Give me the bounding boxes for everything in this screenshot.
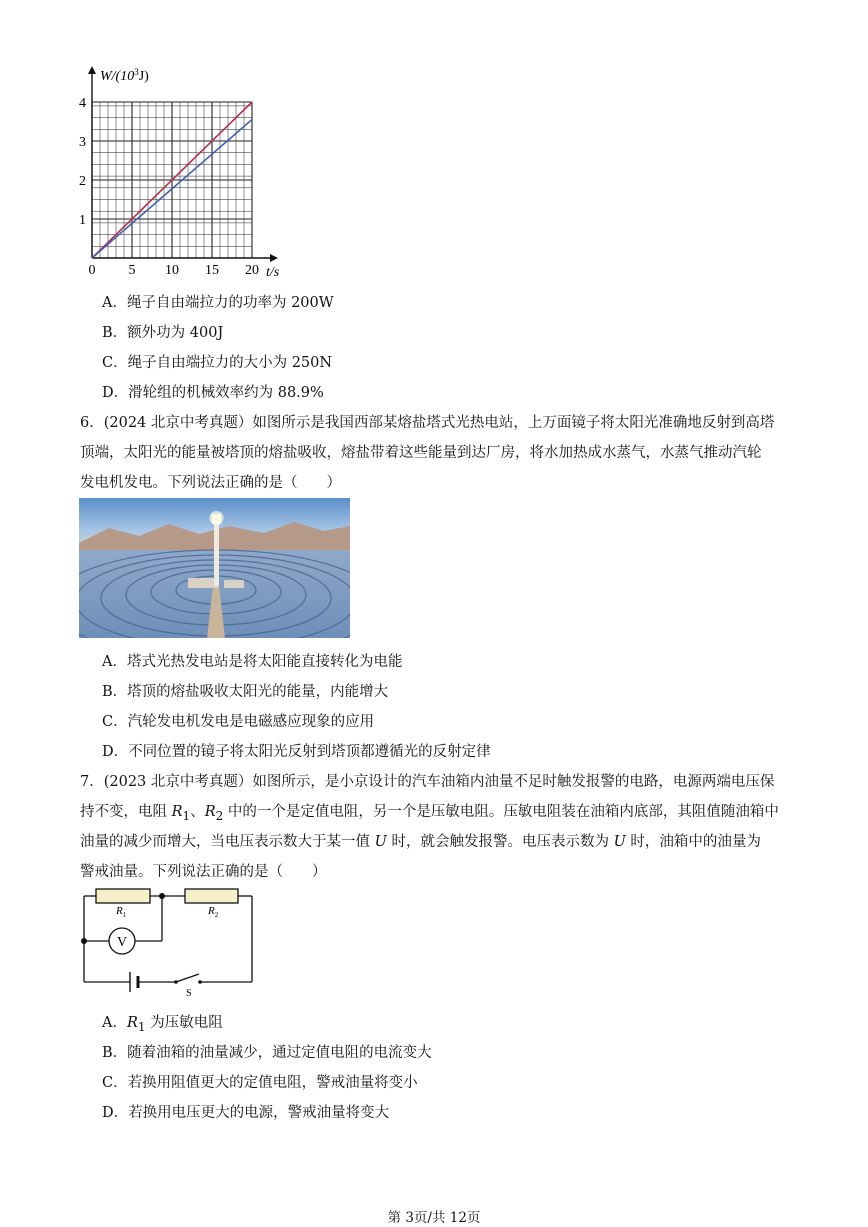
work-time-chart (72, 60, 292, 280)
q7-stem-line3: 油量的减少而增大，当电压表示数大于某一值 U 时，就会触发报警。电压表示数为 U 时，油箱中的油量为 (80, 834, 761, 850)
switch-label: S (186, 988, 192, 999)
q6-stem-line2: 顶端，太阳光的能量被塔顶的熔盐吸收，熔盐带着这些能量到达厂房，将水加热成水蒸气，水蒸气推动汽轮 (80, 445, 762, 461)
x-tick-label: 10 (165, 263, 179, 278)
q7-option-c: C．若换用阻值更大的定值电阻，警戒油量将变小 (102, 1075, 418, 1091)
q6-option-c: C．汽轮发电机发电是电磁感应现象的应用 (102, 714, 375, 730)
q5-option-d: D．滑轮组的机械效率约为 88.9% (102, 385, 324, 401)
resistor-r2 (185, 889, 238, 903)
q6-stem-line3: 发电机发电。下列说法正确的是（ ） (80, 475, 341, 491)
q6-option-b: B．塔顶的熔盐吸收太阳光的能量，内能增大 (102, 684, 389, 700)
q5-option-a: A．绳子自由端拉力的功率为 200W (102, 295, 334, 311)
q7-stem-line1: 7．(2023 北京中考真题）如图所示，是小京设计的汽车油箱内油量不足时触发报警的电路，电源两端电压保 (80, 774, 775, 790)
y-tick-label: 4 (79, 96, 86, 111)
q7-stem-line2: 持不变，电阻 $R_1$、$R_2$ 中的一个是定值电阻，另一个是压敏电阻。压敏电阻装在油箱内底部，其阻值随油箱中 (80, 804, 779, 823)
q7-option-b: B．随着油箱的油量减少，通过定值电阻的电流变大 (102, 1045, 432, 1061)
q5-option-b: B．额外功为 400J (102, 325, 224, 341)
y-axis-label: $W/(10^3J)$ (100, 67, 149, 84)
resistor-r1 (96, 889, 150, 903)
y-tick-label: 3 (79, 135, 86, 150)
y-axis-arrow (88, 66, 96, 74)
chart-axes (88, 66, 278, 262)
q7-option-a: A．$R_1$ 为压敏电阻 (102, 1015, 223, 1034)
r1-label: $R_1$ (116, 905, 127, 919)
page-footer: 第 3页/共 12页 (387, 1210, 481, 1226)
voltmeter-label: V (116, 935, 128, 950)
x-tick-label: 5 (128, 263, 136, 278)
x-axis-arrow (270, 254, 278, 262)
q7-stem-line4: 警戒油量。下列说法正确的是（ ） (80, 864, 327, 880)
q5-option-c: C．绳子自由端拉力的大小为 250N (102, 355, 333, 371)
x-tick-label: 15 (205, 263, 219, 278)
r2-label: $R_2$ (208, 905, 219, 919)
y-tick-label: 1 (79, 213, 86, 228)
q6-stem-line1: 6．(2024 北京中考真题）如图所示是我国西部某熔盐塔式光热电站，上万面镜子将太阳光准确地反射到高塔 (80, 415, 775, 431)
q7-option-d: D．若换用电压更大的电源，警戒油量将变大 (102, 1105, 390, 1121)
q7-circuit-diagram (72, 880, 262, 1000)
x-tick-label: 20 (245, 263, 259, 278)
q6-option-d: D．不同位置的镜子将太阳光反射到塔顶都遵循光的反射定律 (102, 744, 491, 760)
q6-option-a: A．塔式光热发电站是将太阳能直接转化为电能 (102, 654, 403, 670)
solar-tower-photo (79, 498, 350, 638)
x-axis-label: t/s (266, 265, 280, 280)
x-tick-label: 0 (88, 263, 96, 278)
y-tick-label: 2 (79, 174, 86, 189)
